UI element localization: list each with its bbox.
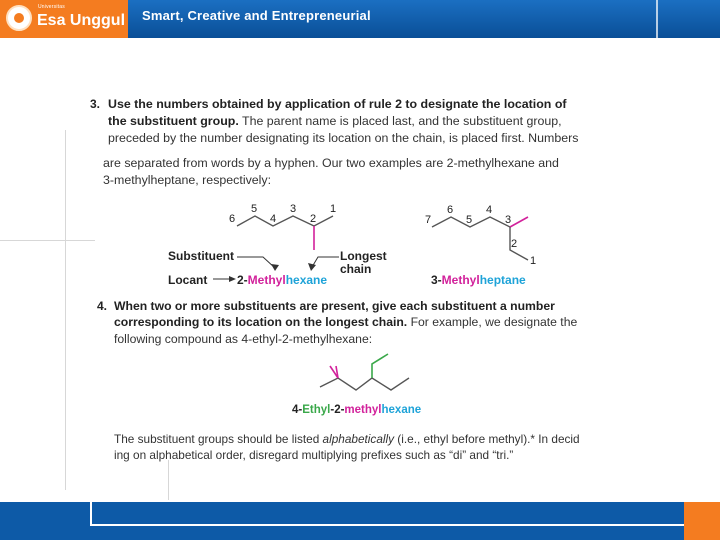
rule4-bold-line1: When two or more substituents are present, give each substituent a number xyxy=(114,299,555,313)
footnote-line1 xyxy=(114,432,580,446)
longest-chain-arrow xyxy=(312,257,339,267)
hexane-chain xyxy=(237,216,333,226)
carbon-number: 3 xyxy=(505,214,512,226)
rule3-bold-line1: Use the numbers obtained by application of rule 2 to designate the location of xyxy=(108,97,567,111)
name-4-ethyl-2-methylhexane xyxy=(292,404,421,416)
rule4-line3: following compound as 4-ethyl-2-methylhexane: xyxy=(114,332,373,346)
carbon-number: 2 xyxy=(310,213,317,225)
longest-label-1: Longest xyxy=(340,249,387,263)
name3-ethyl: Ethyl xyxy=(302,404,331,416)
carbon-number: 6 xyxy=(447,204,454,216)
name-3-methylheptane xyxy=(431,273,526,287)
ethyl-methyl-hexane-chain xyxy=(320,378,409,390)
rule4-line2 xyxy=(114,315,577,329)
carbon-number: 3 xyxy=(290,203,297,215)
carbon-number: 1 xyxy=(530,255,537,267)
rule4-line2-rest: For example, we designate the xyxy=(407,315,578,329)
carbon-number: 2 xyxy=(511,238,518,250)
methyl-branch-2 xyxy=(510,217,528,227)
ethyl-branch xyxy=(372,354,388,378)
name1-methyl: Methyl xyxy=(247,273,286,287)
substituent-arrow xyxy=(237,257,275,268)
locant-label: Locant xyxy=(168,273,208,287)
rule3-number: 3. xyxy=(90,97,101,111)
tagline: Smart, Creative and Entrepreneurial xyxy=(142,8,371,23)
name2-prefix: 3- xyxy=(431,273,442,287)
footer-bar xyxy=(0,502,720,540)
rule3-line2-rest: The parent name is placed last, and the substituent group, xyxy=(238,114,562,128)
rule3-line4: are separated from words by a hyphen. Our two examples are 2-methylhexane and xyxy=(103,156,559,170)
carbon-number: 7 xyxy=(425,214,432,226)
carbon-number: 6 xyxy=(229,213,236,225)
footnote-line1-b: (i.e., ethyl before methyl).* In decid xyxy=(394,432,580,446)
rule4-bold-line2: corresponding to its location on the longest chain. xyxy=(114,315,408,329)
carbon-number: 4 xyxy=(486,204,493,216)
name3-locant: -2- xyxy=(330,404,345,416)
carbon-number: 4 xyxy=(270,213,277,225)
rule3-bold-line2: the substituent group. xyxy=(108,114,239,128)
name-2-methylhexane xyxy=(237,273,327,287)
rule3-line5: 3-methylheptane, respectively: xyxy=(103,173,272,187)
name3-prefix: 4- xyxy=(292,404,303,416)
rule4-number: 4. xyxy=(97,299,108,313)
longest-label-2: chain xyxy=(340,262,372,276)
footnote-line2: ing on alphabetical order, disregard multiplying prefixes such as “di” and “tri.” xyxy=(114,448,514,462)
name3-methyl: methyl xyxy=(344,404,382,416)
carbon-number: 5 xyxy=(466,214,473,226)
substituent-label: Substituent xyxy=(168,249,234,263)
name2-methyl: Methyl xyxy=(441,273,480,287)
footnote-line1-italic: alphabetically xyxy=(322,432,395,446)
footer-frame xyxy=(90,502,686,526)
logo-small-text: Universitas xyxy=(38,4,65,10)
carbon-number: 5 xyxy=(251,203,258,215)
name1-parent: hexane xyxy=(285,273,328,287)
footer-accent xyxy=(684,502,720,540)
name1-prefix: 2- xyxy=(237,273,248,287)
rule3-line3: preceded by the number designating its location on the chain, is placed first. Numbers xyxy=(108,131,579,145)
carbon-number: 1 xyxy=(330,203,337,215)
name3-parent: hexane xyxy=(381,404,422,416)
footnote-line1-a: The substituent groups should be listed xyxy=(114,432,323,446)
logo-text: Esa Unggul xyxy=(37,12,126,29)
name2-parent: heptane xyxy=(479,273,526,287)
